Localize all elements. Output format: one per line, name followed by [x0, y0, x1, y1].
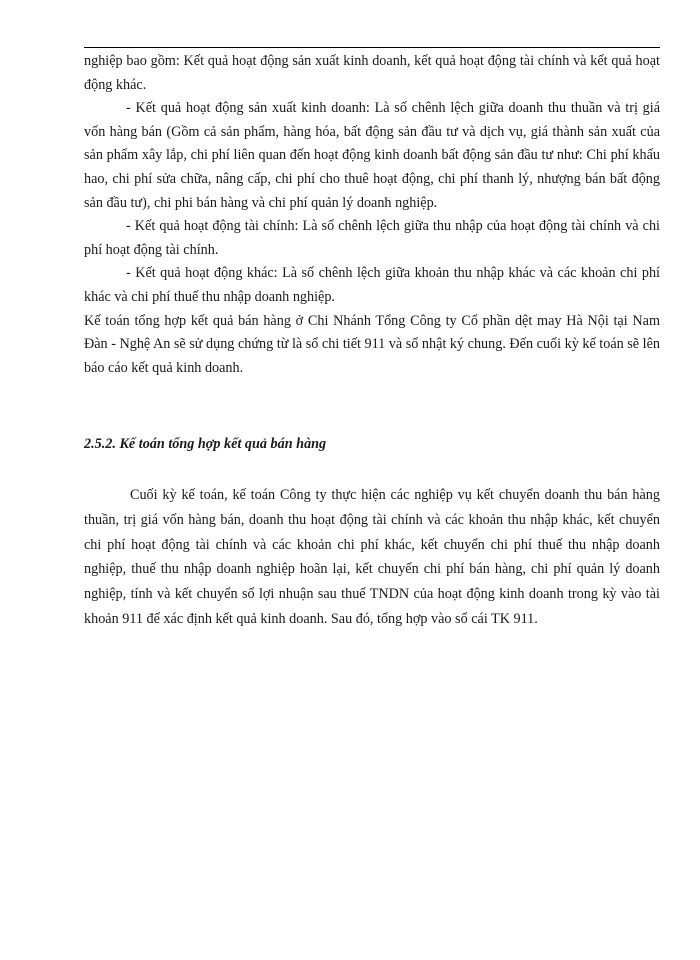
header-rule	[84, 47, 660, 48]
paragraph-sales-summary: Kế toán tổng hợp kết quả bán hàng ở Chi Nhánh Tổng Công ty Cổ phần dệt may Hà Nội tại Nam Đàn - Nghệ An sẽ sử dụng chứng từ là sổ chi tiết 911 và sổ nhật ký chung. Đến cuối kỳ kế toán sẽ lên báo cáo kết quả kinh doanh.	[84, 312, 660, 376]
paragraph-intro: nghiệp bao gồm: Kết quả hoạt động sản xuất kinh doanh, kết quả hoạt động tài chính và kết quả hoạt động khác.	[84, 53, 660, 93]
body-text-top	[84, 50, 660, 380]
paragraph-financial-result: - Kết quả hoạt động tài chính: Là số chênh lệch giữa thu nhập của hoạt động tài chính và chi phí hoạt động tài chính.	[84, 218, 660, 258]
paragraph-production-result: - Kết quả hoạt động sản xuất kinh doanh: Là số chênh lệch giữa doanh thu thuần và trị giá vốn hàng bán (Gồm cả sản phẩm, hàng hóa, bất động sản đầu tư và dịch vụ, giá thành sản xuất của sản phẩm xây lắp, chi phí liên quan đến hoạt động kinh doanh bất động sản đầu tư như: Chi phí khấu hao, chi phí sửa chữa, nâng cấp, chi phí cho thuê hoạt động, chi phí thanh lý, nhượng bán bất động sản đầu tư), chi phi bán hàng và chi phí quản lý doanh nghiệp.	[84, 100, 660, 211]
paragraph-period-end: Cuối kỳ kế toán, kế toán Công ty thực hiện các nghiệp vụ kết chuyển doanh thu bán hàng thuần, trị giá vốn hàng bán, doanh thu hoạt động tài chính và các khoản thu nhập khác, kết chuyển chi phí hoạt động tài chính và các khoản chi phí khác, kết chuyển chi phí thuế thu nhập doanh nghiệp, thuế thu nhập doanh nghiệp hoãn lại, kết chuyển chi phí bán hàng, chi phí quản lý doanh nghiệp, tính và kết chuyển số lợi nhuận sau thuế TNDN của hoạt động kinh doanh trong kỳ vào tài khoản 911 để xác định kết quả kinh doanh. Sau đó, tổng hợp vào sổ cái TK 911.	[84, 487, 660, 627]
body-text-bottom	[84, 483, 660, 632]
section-heading: 2.5.2. Kế toán tổng hợp kết quả bán hàng	[84, 436, 327, 452]
paragraph-other-result: - Kết quả hoạt động khác: Là số chênh lệch giữa khoản thu nhập khác và các khoản chi phí khác và chi phí thuế thu nhập doanh nghiệp.	[84, 265, 660, 305]
